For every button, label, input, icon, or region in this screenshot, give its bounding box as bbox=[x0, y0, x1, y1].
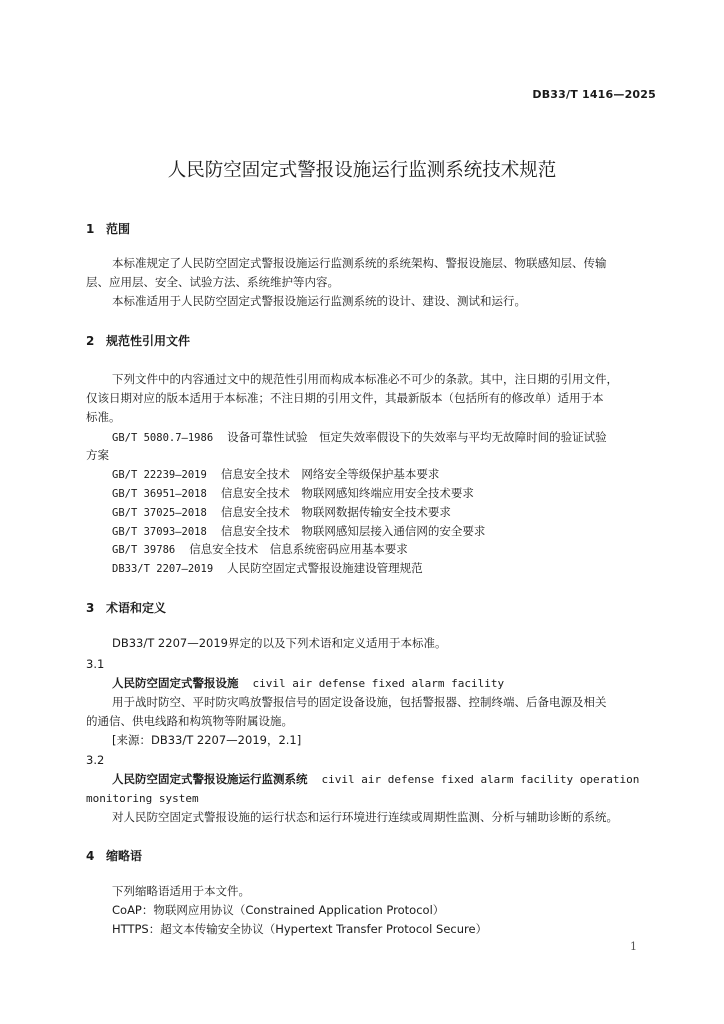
reference-code: GB/T 36951—2018 bbox=[112, 488, 207, 500]
document-title: 人民防空固定式警报设施运行监测系统技术规范 bbox=[167, 160, 557, 181]
section-3-heading bbox=[86, 599, 166, 616]
abbreviation-item: CoAP：物联网应用协议（Constrained Application Protocol） bbox=[112, 903, 445, 917]
term-source: [来源：DB33/T 2207—2019，2.1] bbox=[112, 733, 302, 747]
section-number: 1 bbox=[86, 222, 95, 236]
reference-item bbox=[112, 503, 451, 523]
reference-item bbox=[112, 428, 607, 448]
reference-code: GB/T 37093—2018 bbox=[112, 526, 207, 538]
term-english: civil air defense fixed alarm facility operation bbox=[321, 773, 640, 786]
paragraph-line: 本标准适用于人民防空固定式警报设施运行监测系统的设计、建设、测试和运行。 bbox=[112, 294, 526, 308]
term-number: 3.2 bbox=[86, 753, 105, 767]
section-4-heading bbox=[86, 847, 142, 864]
paragraph-line: 标准。 bbox=[86, 410, 121, 424]
section-number: 3 bbox=[86, 601, 95, 615]
reference-title: 信息安全技术 物联网感知层接入通信网的安全要求 bbox=[220, 524, 486, 538]
term-english: civil air defense fixed alarm facility bbox=[252, 677, 505, 690]
reference-code: DB33/T 2207—2019 bbox=[112, 563, 214, 575]
section-title: 术语和定义 bbox=[106, 601, 167, 615]
term-entry bbox=[112, 770, 639, 789]
section-title: 范围 bbox=[106, 222, 131, 236]
abbreviation-item: HTTPS：超文本传输安全协议（Hypertext Transfer Protocol Secure） bbox=[112, 922, 488, 936]
paragraph-line: DB33/T 2207—2019界定的以及下列术语和定义适用于本标准。 bbox=[112, 636, 447, 650]
reference-code: GB/T 5080.7—1986 bbox=[112, 432, 214, 444]
section-2-heading bbox=[86, 332, 190, 349]
reference-code: GB/T 22239—2019 bbox=[112, 469, 207, 481]
paragraph-line: 对人民防空固定式警报设施的运行状态和运行环境进行连续或周期性监测、分析与辅助诊断的系统。 bbox=[112, 810, 618, 824]
reference-item bbox=[112, 559, 423, 579]
reference-title: 设备可靠性试验 恒定失效率假设下的失效率与平均无故障时间的验证试验 bbox=[227, 430, 607, 444]
reference-item bbox=[112, 484, 474, 504]
paragraph-line: 的通信、供电线路和构筑物等附属设施。 bbox=[86, 714, 293, 728]
paragraph-line: 层、应用层、安全、试验方法、系统维护等内容。 bbox=[86, 275, 339, 289]
standard-code: DB33/T 1416—2025 bbox=[532, 88, 656, 101]
section-title: 缩略语 bbox=[106, 849, 143, 863]
reference-code: GB/T 39786 bbox=[112, 544, 176, 556]
paragraph-line: 用于战时防空、平时防灾鸣放警报信号的固定设备设施，包括警报器、控制终端、后备电源及相关 bbox=[112, 695, 607, 709]
term-number: 3.1 bbox=[86, 657, 105, 671]
paragraph-line: 方案 bbox=[86, 448, 109, 462]
reference-title: 信息安全技术 物联网数据传输安全技术要求 bbox=[220, 505, 451, 519]
term-chinese: 人民防空固定式警报设施运行监测系统 bbox=[112, 772, 308, 786]
reference-title: 信息安全技术 物联网感知终端应用安全技术要求 bbox=[220, 486, 474, 500]
section-1-heading bbox=[86, 220, 130, 237]
term-entry bbox=[112, 674, 504, 693]
term-english-continued: monitoring system bbox=[86, 792, 199, 805]
term-chinese: 人民防空固定式警报设施 bbox=[112, 676, 239, 690]
paragraph-line: 下列文件中的内容通过文中的规范性引用而构成本标准必不可少的条款。其中，注日期的引用文件， bbox=[112, 372, 618, 386]
paragraph-line: 本标准规定了人民防空固定式警报设施运行监测系统的系统架构、警报设施层、物联感知层、传输 bbox=[112, 256, 607, 270]
section-number: 4 bbox=[86, 849, 95, 863]
paragraph-line: 下列缩略语适用于本文件。 bbox=[112, 884, 250, 898]
page-number: 1 bbox=[630, 940, 637, 953]
section-number: 2 bbox=[86, 334, 95, 348]
paragraph-line: 仅该日期对应的版本适用于本标准；不注日期的引用文件，其最新版本（包括所有的修改单）适用于本 bbox=[86, 391, 604, 405]
reference-item bbox=[112, 465, 439, 485]
reference-item bbox=[112, 540, 408, 560]
reference-title: 信息安全技术 网络安全等级保护基本要求 bbox=[220, 467, 440, 481]
reference-title: 人民防空固定式警报设施建设管理规范 bbox=[227, 561, 423, 575]
section-title: 规范性引用文件 bbox=[106, 334, 191, 348]
reference-title: 信息安全技术 信息系统密码应用基本要求 bbox=[189, 542, 408, 556]
reference-item bbox=[112, 522, 485, 542]
reference-code: GB/T 37025—2018 bbox=[112, 507, 207, 519]
